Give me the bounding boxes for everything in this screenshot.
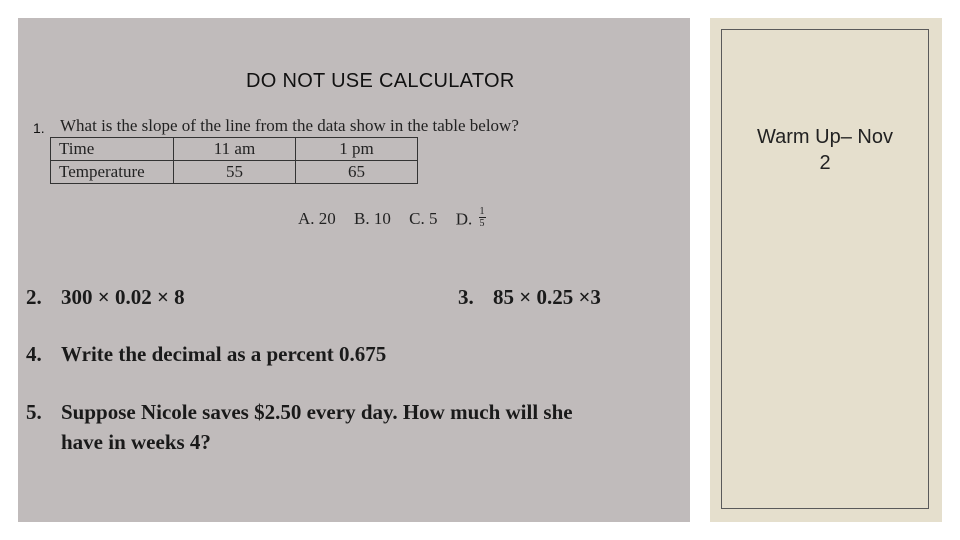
table-row (51, 138, 418, 161)
title-frame (721, 29, 929, 509)
choice-b: B. 10 (354, 209, 391, 229)
table-cell: 11 am (174, 138, 296, 161)
choice-a: A. 20 (298, 209, 336, 229)
page-title: DO NOT USE CALCULATOR (246, 70, 515, 92)
question-2 (26, 285, 185, 310)
question-3 (458, 285, 601, 310)
question-4-number: 4. (26, 342, 42, 366)
question-1-text: What is the slope of the line from the data show in the table below? (60, 116, 519, 135)
fraction-numerator: 1 (479, 206, 485, 217)
question-5-continued: have in weeks 4? (61, 430, 211, 454)
choice-d: D. (455, 209, 473, 229)
data-table (50, 137, 418, 184)
table-cell: 1 pm (296, 138, 418, 161)
worksheet-panel (18, 18, 690, 522)
choice-d-fraction (479, 206, 486, 229)
fraction-denominator: 5 (479, 218, 485, 229)
warm-up-title-line-1: Warm Up– Nov (757, 126, 893, 148)
warm-up-title-line-2: 2 (819, 152, 831, 174)
question-5 (26, 400, 573, 425)
title-panel (710, 18, 942, 522)
choice-c: C. 5 (409, 209, 438, 229)
question-3-expression: 85 × 0.25 ×3 (493, 285, 601, 309)
table-row (51, 161, 418, 184)
question-5-line-1: Suppose Nicole saves $2.50 every day. How much will she (61, 400, 573, 424)
question-4 (26, 342, 386, 367)
answer-choices (298, 206, 486, 232)
table-row-label: Temperature (51, 161, 174, 184)
question-2-number: 2. (26, 285, 42, 309)
question-2-expression: 300 × 0.02 × 8 (61, 285, 185, 309)
question-3-number: 3. (458, 285, 474, 309)
table-row-label: Time (51, 138, 174, 161)
question-1-number: 1. (33, 120, 45, 136)
warm-up-title (722, 124, 928, 176)
table-cell: 65 (296, 161, 418, 184)
question-4-text: Write the decimal as a percent 0.675 (61, 342, 387, 366)
question-5-number: 5. (26, 400, 42, 424)
table-cell: 55 (174, 161, 296, 184)
